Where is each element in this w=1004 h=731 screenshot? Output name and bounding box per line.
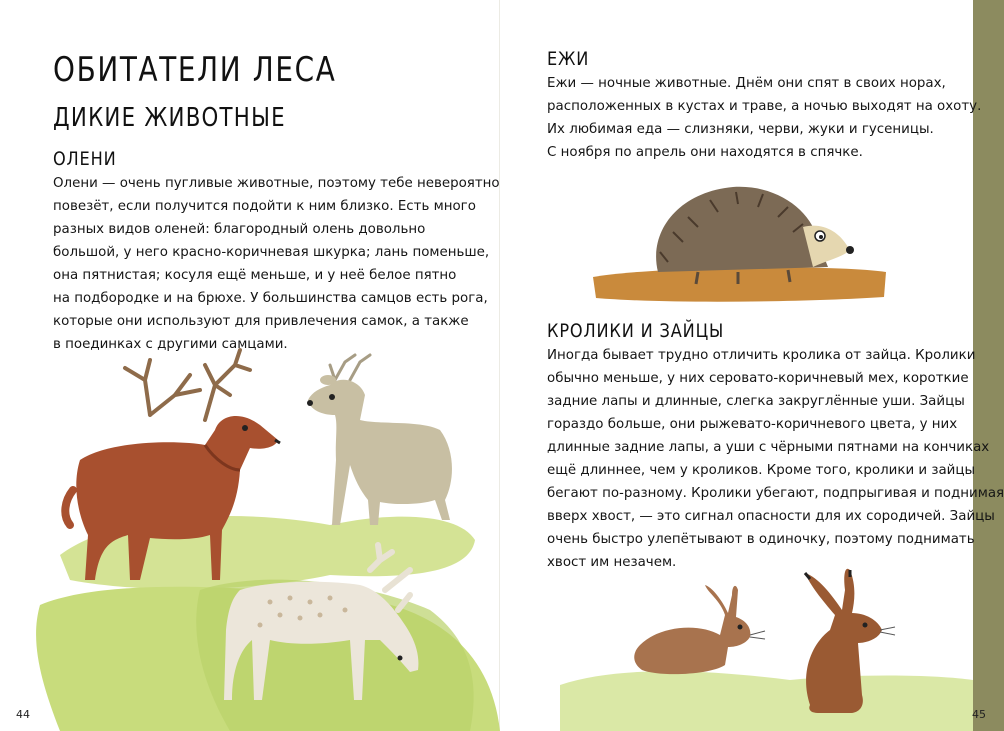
hedgehog-illustration: [588, 172, 888, 312]
grass-patch: [560, 671, 973, 731]
hedgehogs-text-line: Их любимая еда — слизняки, черви, жуки и гусеницы.: [547, 122, 934, 137]
deer-text-line: большой, у него красно-коричневая шкурка; лань поменьше,: [53, 245, 490, 260]
page-number-right: 45: [972, 708, 986, 721]
deer-heading: ОЛЕНИ: [53, 148, 117, 170]
page-subtitle: ДИКИЕ ЖИВОТНЫЕ: [53, 103, 286, 133]
page-title: ОБИТАТЕЛИ ЛЕСА: [53, 50, 337, 90]
right-page: [500, 0, 1004, 731]
rabbits-text-line: гораздо больше, они рыжевато-коричневого цвета, у них: [547, 417, 958, 432]
deer-text-line: которые они используют для привлечения самок, а также: [53, 314, 469, 329]
rabbits-text-line: обычно меньше, у них серовато-коричневый мех, короткие: [547, 371, 969, 386]
hedgehogs-text-line: Ежи — ночные животные. Днём они спят в своих норах,: [547, 76, 946, 91]
rabbit-icon: [634, 585, 765, 674]
rabbits-text-line: бегают по-разному. Кролики убегают, подпрыгивая и поднимая: [547, 486, 1004, 501]
hedgehogs-text-line: расположенных в кустах и траве, а ночью выходят на охоту.: [547, 99, 982, 114]
deer-text-line: в поединках с другими самцами.: [53, 337, 288, 352]
deer-text-line: повезёт, если получится подойти к ним близко. Есть много: [53, 199, 476, 214]
hedgehogs-heading: ЕЖИ: [547, 48, 590, 70]
rabbits-text-line: вверх хвост, — это сигнал опасности для их сородичей. Зайцы: [547, 509, 995, 524]
rabbits-text-line: Иногда бывает трудно отличить кролика от зайца. Кролики: [547, 348, 976, 363]
rabbits-text-line: длинные задние лапы, а уши с чёрными пятнами на кончиках: [547, 440, 990, 455]
hedgehogs-text: [547, 72, 981, 164]
rabbit-hare-illustration: [560, 555, 973, 731]
hedgehogs-text-line: С ноября по апрель они находятся в спячке.: [547, 145, 863, 160]
deer-text-line: на подбородке и на брюхе. У большинства самцов есть рога,: [53, 291, 488, 306]
deer-text-line: она пятнистая; косуля ещё меньше, и у неё белое пятно: [53, 268, 457, 283]
rabbits-text: [547, 344, 1004, 574]
roe-deer-icon: [307, 355, 452, 525]
deer-text: [53, 172, 500, 356]
deer-text-line: разных видов оленей: благородный олень довольно: [53, 222, 426, 237]
rabbits-text-line: задние лапы и длинные, слегка закруглённые уши. Зайцы: [547, 394, 965, 409]
rabbits-text-line: очень быстро улепётывают в одиночку, поэтому поднимать: [547, 532, 975, 547]
rabbits-text-line: ещё длиннее, чем у кроликов. Кроме того, кролики и зайцы: [547, 463, 976, 478]
page-number-left: 44: [16, 708, 30, 721]
rabbits-text-line: хвост им незачем.: [547, 555, 677, 570]
left-page: [0, 0, 500, 731]
rabbits-heading: КРОЛИКИ И ЗАЙЦЫ: [547, 320, 725, 342]
deer-text-line: Олени — очень пугливые животные, поэтому тебе невероятно: [53, 176, 500, 191]
deer-illustration: [0, 340, 500, 731]
